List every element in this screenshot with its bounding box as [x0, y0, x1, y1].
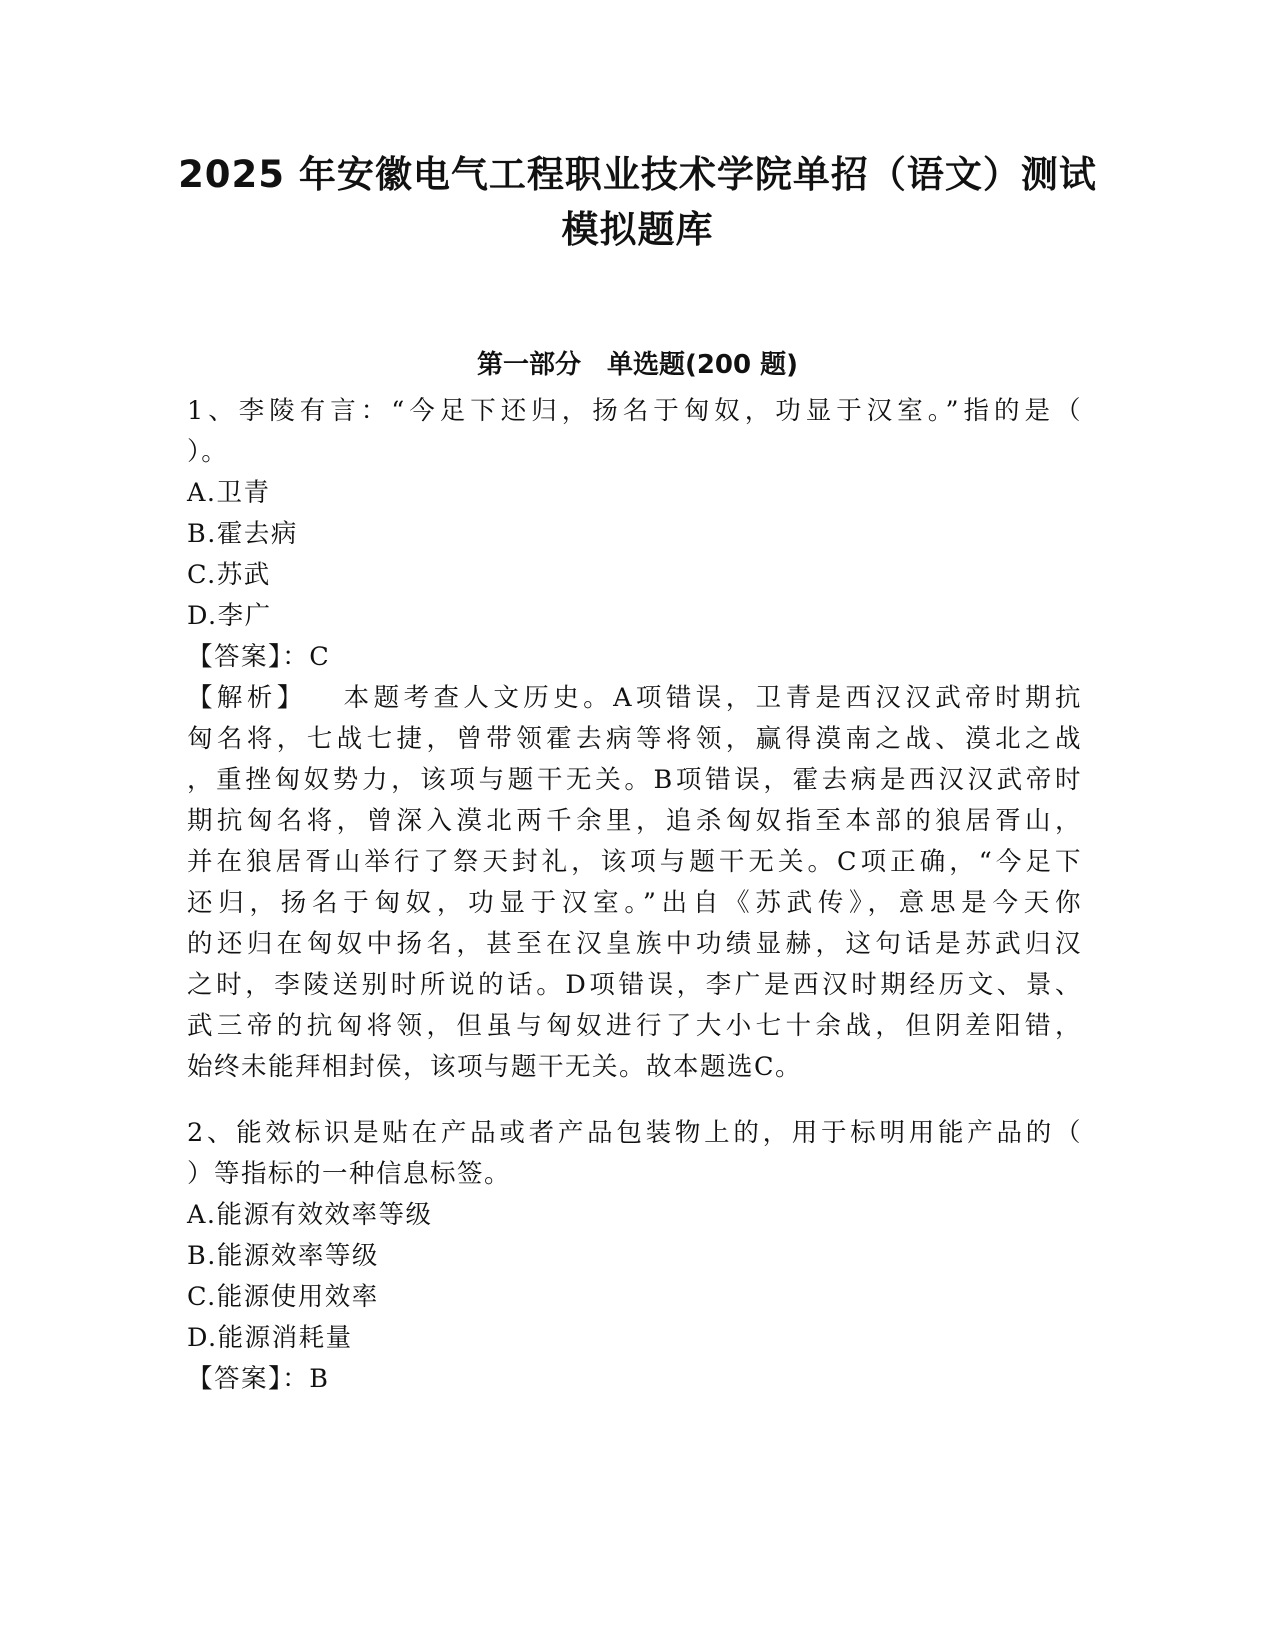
question-2-stem-line-1: 2、能效标识是贴在产品或者产品包装物上的，用于标明用能产品的（ — [187, 1118, 1082, 1148]
question-2-stem-line-2: ）等指标的一种信息标签。 — [187, 1159, 512, 1189]
question-2-option-d: D.能源消耗量 — [187, 1323, 353, 1353]
question-1-analysis-line-2: 匈名将，七战七捷，曾带领霍去病等将领，赢得漠南之战、漠北之战 — [187, 724, 1082, 754]
question-1-analysis-line-1 — [187, 680, 1082, 716]
question-1-option-d: D.李广 — [187, 601, 272, 631]
question-1-stem-line-2: ）。 — [187, 437, 229, 467]
question-1-analysis-line-10: 始终未能拜相封侯，该项与题干无关。故本题选C。 — [187, 1052, 803, 1082]
question-1-analysis-line-9: 武三帝的抗匈将领，但虽与匈奴进行了大小七十余战，但阴差阳错， — [187, 1011, 1082, 1041]
question-1-analysis-line-7: 的还归在匈奴中扬名，甚至在汉皇族中功绩显赫，这句话是苏武归汉 — [187, 929, 1082, 959]
question-1-analysis-line-5: 并在狼居胥山举行了祭天封礼，该项与题干无关。C项正确，“今足下 — [187, 847, 1082, 877]
question-1-answer — [187, 639, 330, 675]
answer-label: 【答案】： — [187, 642, 310, 672]
answer-label: 【答案】： — [187, 1364, 310, 1394]
question-1-analysis-line-4: 期抗匈名将，曾深入漠北两千余里，追杀匈奴指至本部的狼居胥山， — [187, 806, 1082, 836]
question-2-option-a: A.能源有效效率等级 — [187, 1200, 433, 1230]
question-1-option-c: C.苏武 — [187, 560, 271, 590]
analysis-text: 本题考查人文历史。A项错误，卫青是西汉汉武帝时期抗 — [340, 683, 1082, 713]
analysis-label: 【解析】 — [187, 683, 307, 713]
question-2-answer — [187, 1361, 330, 1397]
question-1-stem-line-1: 1、李陵有言：“今足下还归，扬名于匈奴，功显于汉室。”指的是（ — [187, 396, 1082, 426]
question-1-analysis-line-3: ，重挫匈奴势力，该项与题干无关。B项错误，霍去病是西汉汉武帝时 — [187, 765, 1082, 795]
answer-value: C — [309, 642, 331, 672]
question-1-option-a: A.卫青 — [187, 478, 271, 508]
section-heading: 第一部分 单选题(200 题) — [476, 350, 799, 380]
question-1-analysis-line-8: 之时，李陵送别时所说的话。D项错误，李广是西汉时期经历文、景、 — [187, 970, 1082, 1000]
question-2-option-b: B.能源效率等级 — [187, 1241, 379, 1271]
question-2-option-c: C.能源使用效率 — [187, 1282, 379, 1312]
question-1-option-b: B.霍去病 — [187, 519, 298, 549]
answer-value: B — [309, 1364, 330, 1394]
document-title-line-2: 模拟题库 — [561, 208, 714, 251]
document-title-line-1: 2025 年安徽电气工程职业技术学院单招（语文）测试 — [178, 153, 1097, 196]
question-1-analysis-line-6: 还归，扬名于匈奴，功显于汉室。”出自《苏武传》，意思是今天你 — [187, 888, 1082, 918]
